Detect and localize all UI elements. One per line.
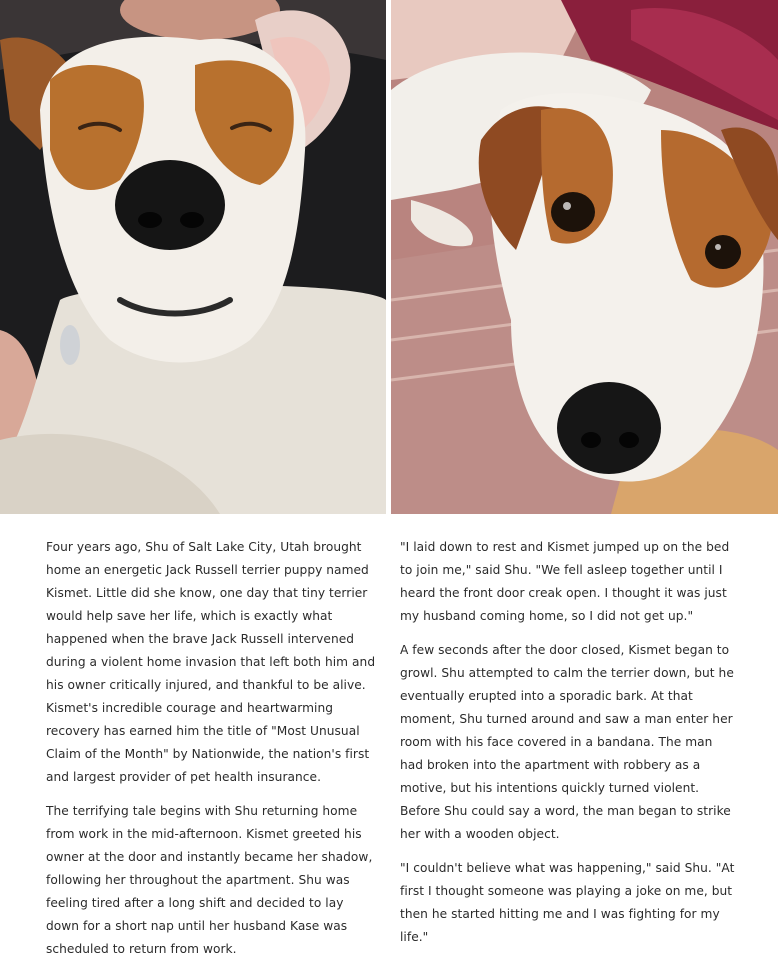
dog-eyes-closed-photo: [0, 0, 386, 514]
article-paragraph: "I laid down to rest and Kismet jumped up on the bed to join me," said Shu. "We fell asleep together until I heard the front door creak open. I thought it was just my husband coming home, so I did not get up.": [400, 540, 730, 623]
article-paragraph: "I couldn't believe what was happening," said Shu. "At first I thought someone was playing a joke on me, but then he started hitting me and I was fighting for my life.": [400, 861, 735, 944]
article-paragraph: The terrifying tale begins with Shu returning home from work in the mid-afternoon. Kismet greeted his owner at the door and instantly became her shadow, following her throughout the apartment. Shu was feeling tired after a long shift and decided to lay down for a short nap until her husband Kase was scheduled to return from work.: [46, 804, 373, 956]
dog-lying-on-bed-photo: [391, 0, 778, 514]
article-paragraph: Four years ago, Shu of Salt Lake City, Utah brought home an energetic Jack Russell terrier puppy named Kismet. Little did she know, one day that tiny terrier would help save her life, which is exactly what happened when the brave Jack Russell intervened during a violent home invasion that left both him and his owner critically injured, and thankful to be alive. Kismet's incredible courage and heartwarming recovery has earned him the title of "Most Unusual Claim of the Month" by Nationwide, the nation's first and largest provider of pet health insurance.: [46, 540, 376, 784]
article-left-column: [46, 536, 378, 972]
article-paragraph: A few seconds after the door closed, Kismet began to growl. Shu attempted to calm the terrier down, but he eventually erupted into a sporadic bark. At that moment, Shu turned around and saw a man enter her room with his face covered in a bandana. The man had broken into the apartment with robbery as a motive, but his intentions quickly turned violent. Before Shu could say a word, the man began to strike her with a wooden object.: [400, 643, 734, 841]
article-right-column: [400, 536, 736, 960]
